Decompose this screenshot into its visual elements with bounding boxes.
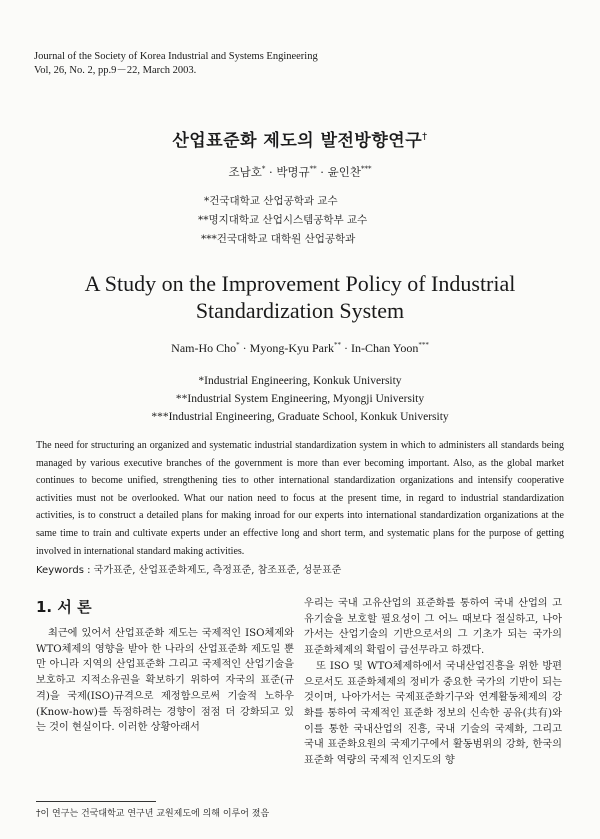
english-author: Nam-Ho Cho	[171, 341, 237, 355]
author-mark: *	[236, 341, 240, 349]
english-title	[0, 270, 600, 324]
title-footnote-mark: †	[422, 131, 428, 143]
korean-title	[0, 126, 600, 151]
journal-name: Journal of the Society of Korea Industrial and Systems Engineering	[34, 51, 318, 62]
english-title-line: Standardization System	[195, 298, 405, 323]
author-mark: ***	[418, 341, 429, 349]
body-column-left	[36, 626, 294, 736]
english-author: Myong-Kyu Park	[249, 341, 334, 355]
korean-author: 윤인찬	[327, 165, 361, 179]
korean-author: 조남호	[228, 165, 262, 179]
english-affiliation: **Industrial System Engineering, Myongji University	[175, 393, 425, 405]
korean-affiliation: **명지대학교 산업시스템공학부 교수	[198, 214, 368, 226]
body-column-right	[304, 596, 562, 769]
korean-title-text: 산업표준화 제도의 발전방향연구	[172, 131, 423, 151]
korean-authors: 조남호* · 박명규** · 윤인찬***	[228, 165, 372, 179]
korean-affiliations	[198, 192, 367, 249]
author-mark: *	[261, 165, 266, 174]
korean-affiliation: ***건국대학교 대학원 산업공학과	[201, 233, 356, 245]
english-authors: Nam-Ho Cho* · Myong-Kyu Park** · In-Chan Yoon***	[171, 341, 429, 355]
body-paragraph: 우리는 국내 고유산업의 표준화를 통하여 국내 산업의 고유기술을 보호할 필요성이 그 어느 때보다 절실하고, 나아가서는 산업기술의 기반으로서의 그 기초가 되는 국가의 표준화체제의 확립이 급선무라고 하겠다.	[304, 598, 562, 657]
keywords	[36, 561, 341, 576]
korean-affiliation: *건국대학교 산업공학과 교수	[204, 195, 338, 207]
body-paragraph: 최근에 있어서 산업표준화 제도는 국제적인 ISO체제와 WTO체제의 영향을 받아 한 나라의 산업표준화 제도일 뿐만 아니라 지역의 산업표준화 그리고 국제적인 산업기술을 보호하고 지적소유권을 확보하기 위하여 자국의 표준(규격)을 국제(ISO)규격으로 제정함으로써 기술적 노하우(Know-how)를 독점하려는 경향이 점점 더 강화되고 있는 것이 현실이다. 이러한 상황아래서	[36, 628, 294, 734]
korean-author: 박명규	[276, 165, 310, 179]
english-affiliations	[0, 372, 600, 426]
author-mark: **	[309, 165, 317, 174]
english-author: In-Chan Yoon	[350, 341, 419, 355]
footnote-rule	[36, 801, 156, 802]
author-mark: ***	[360, 165, 372, 174]
english-affiliation: ***Industrial Engineering, Graduate School, Konkuk University	[151, 411, 449, 423]
section-heading: 1. 서 론	[36, 598, 92, 616]
journal-volume: Vol, 26, No. 2, pp.9－22, March 2003.	[34, 65, 197, 76]
journal-header	[34, 50, 318, 78]
footnote: †이 연구는 건국대학교 연구년 교원제도에 의해 이루어 졌음	[36, 809, 270, 819]
keywords-values: 국가표준, 산업표준화제도, 측정표준, 참조표준, 성문표준	[93, 565, 342, 576]
body-paragraph: 또 ISO 및 WTO체제하에서 국내산업진흥을 위한 방편으로서도 표준화체제의 정비가 중요한 국가의 기반이 되는 것이며, 나아가서는 국제표준화기구와 연계활동체제의 강화를 통하여 국제적인 표준화 정보의 신속한 공유(共有)와 이를 통한 국내산업의 진흥, 국내 기술의 국제화, 그리고 국내 표준화요원의 국제기구에서 활동범위의 강화, 한국의 표준화 역량의 국제적 인지도의 향	[304, 660, 562, 767]
abstract: The need for structuring an organized and systematic industrial standardization system in which to administers all standards being managed by various executive branches of the government is more than ever becoming important. Also, as the global market continues to become unified, strengthening ties to other international standardization organizations and intensify cooperative activities must not be overlooked. What our nation need to focus at the present time, in regard to industrial standardization activities, is to construct a detailed plans for making inroad for our experts into international standardization organizations at the same time to train and cultivate experts under an effective long and short term, and systematic plans for the purpose of getting involved in international standard making activities.	[36, 440, 564, 557]
english-affiliation: *Industrial Engineering, Konkuk University	[198, 375, 402, 387]
english-title-line: A Study on the Improvement Policy of Industrial	[84, 271, 516, 296]
author-mark: **	[333, 341, 341, 349]
keywords-label: Keywords :	[36, 565, 94, 576]
